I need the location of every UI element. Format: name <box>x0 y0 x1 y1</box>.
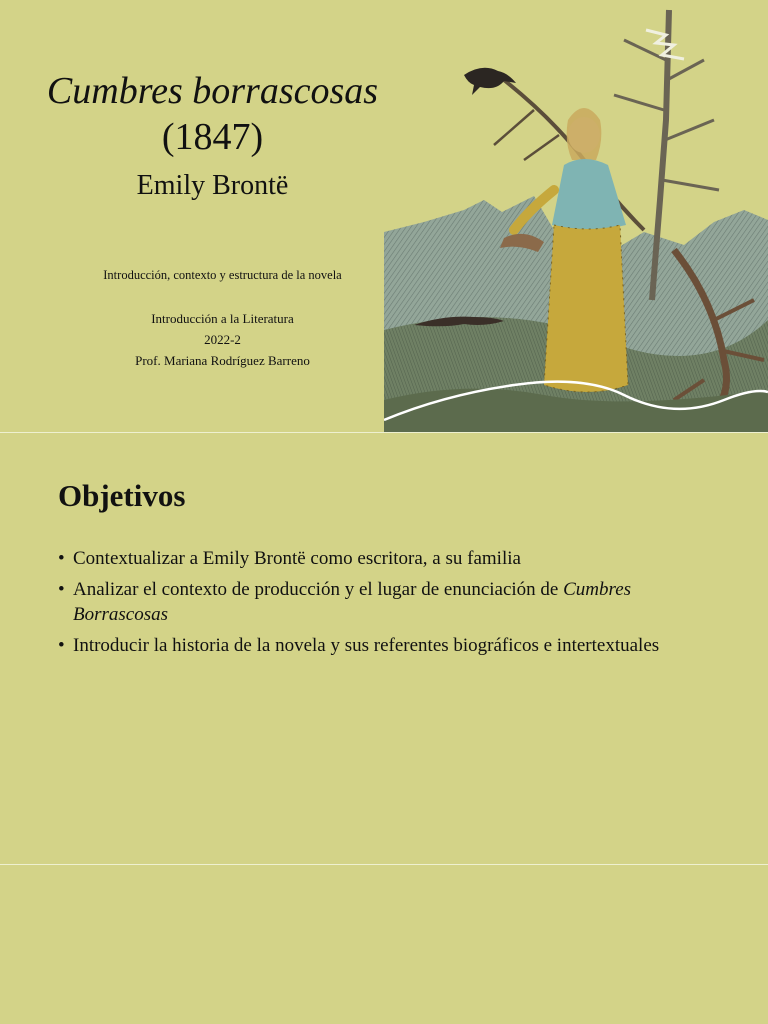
course-term: 2022-2 <box>204 332 241 347</box>
next-slide <box>0 865 768 1024</box>
bullet-text: Analizar el contexto de producción y el lugar de enunciación de <box>73 579 564 600</box>
bullet-text: Contextualizar a Emily Brontë como escritora, a su familia <box>73 548 521 569</box>
course-name: Introducción a la Literatura <box>151 311 294 326</box>
bullet-text: Introducir la historia de la novela y sus referentes biográficos e intertextuales <box>73 635 660 656</box>
bullet-italic-title: Cumbres Borrascosas <box>73 579 632 625</box>
objectives-list <box>58 546 718 664</box>
objectives-heading: Objetivos <box>58 478 186 513</box>
course-info <box>50 308 395 371</box>
list-item <box>58 633 718 658</box>
raven-shape <box>464 68 516 95</box>
presentation-subtitle: Introducción, contexto y estructura de la novela <box>103 268 342 282</box>
publication-year: (1847) <box>161 116 264 158</box>
list-item <box>58 577 718 627</box>
objectives-slide <box>0 433 768 864</box>
woman-with-raven-illustration <box>384 0 768 432</box>
professor-name: Prof. Mariana Rodríguez Barreno <box>135 353 310 368</box>
list-item <box>58 546 718 571</box>
book-title: Cumbres borrascosas <box>46 70 379 112</box>
title-slide <box>0 0 768 432</box>
author-name: Emily Brontë <box>136 170 289 201</box>
